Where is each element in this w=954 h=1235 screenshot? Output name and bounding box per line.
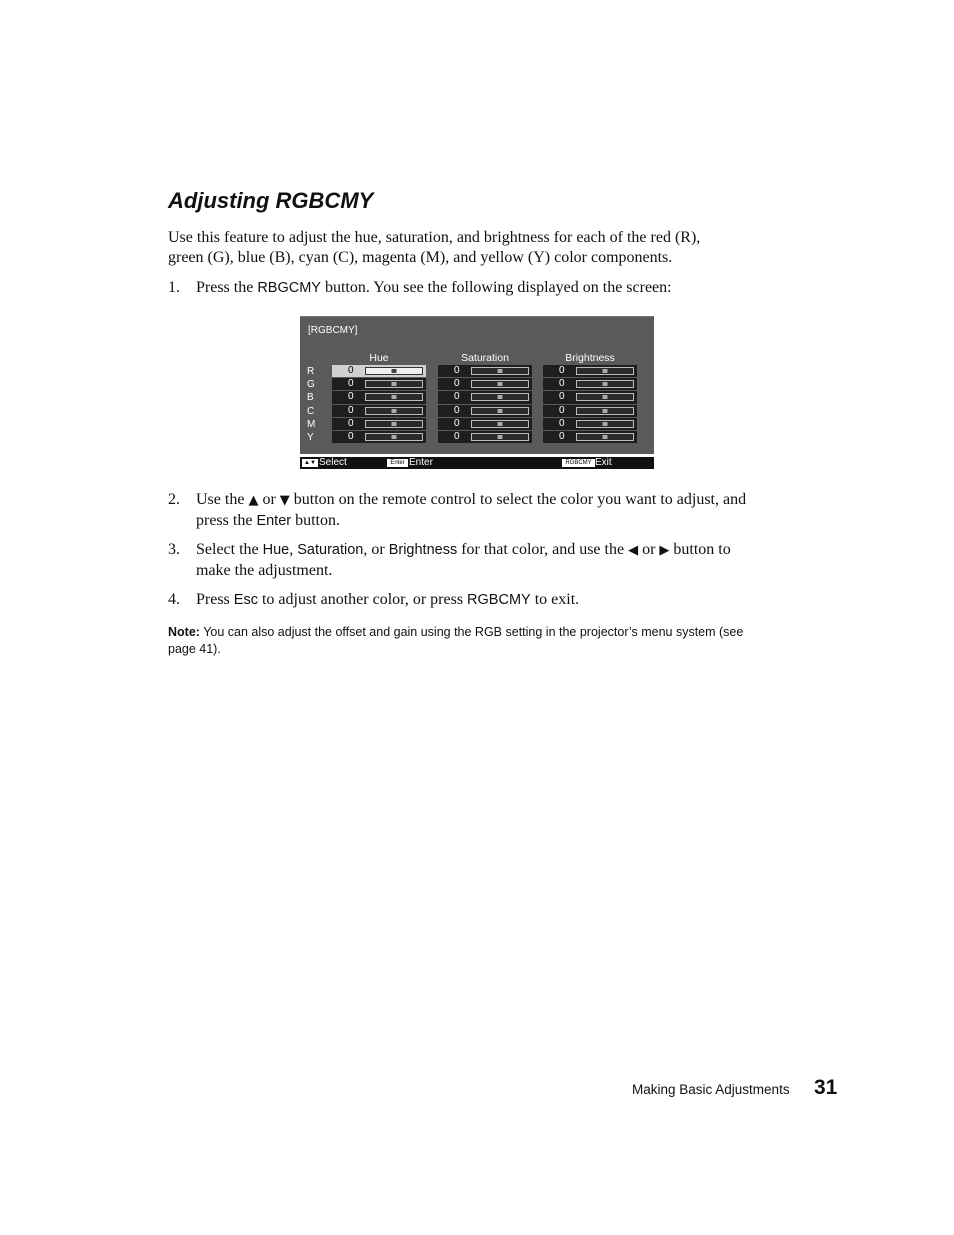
row-label-g: G (307, 379, 315, 391)
slider-track[interactable] (471, 433, 529, 441)
value-readout: 0 (454, 378, 460, 390)
value-readout: 0 (348, 391, 354, 403)
enter-hint: Enter (409, 457, 433, 468)
step-number: 2. (168, 491, 180, 508)
value-readout: 0 (559, 430, 565, 442)
up-down-key-icon: ▲▼ (302, 459, 318, 467)
saturation-cell-m[interactable] (438, 418, 532, 430)
exit-hint: Exit (595, 457, 612, 468)
slider-knob[interactable] (392, 369, 397, 373)
slider-knob[interactable] (392, 435, 397, 439)
slider-track[interactable] (576, 420, 634, 428)
slider-knob[interactable] (498, 369, 503, 373)
value-readout: 0 (348, 417, 354, 429)
osd-title: [RGBCMY] (308, 325, 358, 336)
value-readout: 0 (454, 404, 460, 416)
row-label-r: R (307, 366, 315, 377)
slider-track[interactable] (576, 407, 634, 415)
slider-knob[interactable] (392, 422, 397, 426)
hue-cell-c[interactable] (332, 405, 426, 417)
enter-key-icon: Enter (387, 459, 408, 467)
row-label-b: B (307, 392, 314, 404)
esc-key-ref: Esc (233, 592, 258, 608)
saturation-cell-y[interactable] (438, 431, 532, 443)
color-row-labels (307, 365, 315, 444)
step-text: Press the RBGCMY button. You see the following displayed on the screen: (196, 279, 672, 296)
row-label-c: C (307, 405, 315, 417)
left-arrow-icon: ◀ (628, 543, 639, 558)
slider-knob[interactable] (603, 409, 608, 413)
slider-track[interactable] (576, 433, 634, 441)
column-header-hue: Hue (369, 352, 389, 364)
slider-knob[interactable] (392, 395, 397, 399)
section-heading: Adjusting RGBCMY (168, 188, 374, 213)
brightness-cell-m[interactable] (543, 418, 637, 430)
step-text: Press Esc to adjust another color, or press RGBCMY to exit. (196, 591, 580, 608)
slider-knob[interactable] (392, 409, 397, 413)
brightness-cell-b[interactable] (543, 391, 637, 403)
slider-knob[interactable] (392, 382, 397, 386)
slider-track[interactable] (365, 380, 423, 388)
slider-knob[interactable] (603, 422, 608, 426)
rbgcmy-key-ref: RBGCMY (257, 280, 321, 296)
value-readout: 0 (559, 404, 565, 416)
intro-paragraph (168, 228, 768, 268)
enter-key-ref: Enter (256, 513, 292, 529)
saturation-column (438, 365, 532, 444)
column-header-saturation: Saturation (461, 352, 509, 364)
note-text: You can also adjust the offset and gain using the RGB setting in the projector’s menu system (see page 41). (168, 625, 744, 656)
slider-track[interactable] (365, 393, 423, 401)
note-label: Note: (168, 625, 200, 639)
step-text: Use the ▲ or ▼ button on the remote control to select the color you want to adjust, and press the Enter button. (196, 491, 747, 529)
slider-track[interactable] (471, 367, 529, 375)
saturation-cell-c[interactable] (438, 405, 532, 417)
brightness-ref: Brightness (388, 542, 458, 558)
down-arrow-icon: ▼ (279, 493, 290, 508)
slider-track[interactable] (576, 393, 634, 401)
value-readout: 0 (454, 417, 460, 429)
value-readout: 0 (559, 417, 565, 429)
osd-footer-bar (300, 457, 654, 469)
rgbcmy-key-icon: RGBCMY (562, 459, 595, 467)
slider-track[interactable] (471, 380, 529, 388)
hue-cell-r[interactable] (332, 365, 426, 377)
rgbcmy-key-ref: RGBCMY (467, 592, 531, 608)
row-label-y: Y (307, 431, 314, 443)
value-readout: 0 (348, 378, 354, 390)
slider-track[interactable] (365, 367, 423, 375)
slider-knob[interactable] (498, 435, 503, 439)
saturation-cell-r[interactable] (438, 365, 532, 377)
brightness-cell-r[interactable] (543, 365, 637, 377)
rgbcmy-osd-screen (300, 316, 654, 454)
hue-cell-b[interactable] (332, 391, 426, 403)
brightness-column (543, 365, 637, 444)
value-readout: 0 (454, 365, 460, 376)
slider-track[interactable] (471, 420, 529, 428)
row-label-m: M (307, 418, 316, 430)
up-arrow-icon: ▲ (248, 493, 259, 508)
hue-cell-y[interactable] (332, 431, 426, 443)
slider-knob[interactable] (603, 382, 608, 386)
brightness-cell-y[interactable] (543, 431, 637, 443)
slider-knob[interactable] (498, 409, 503, 413)
note-paragraph (168, 624, 768, 658)
slider-track[interactable] (365, 433, 423, 441)
step-number: 4. (168, 591, 180, 608)
slider-knob[interactable] (498, 382, 503, 386)
slider-knob[interactable] (603, 435, 608, 439)
hue-cell-g[interactable] (332, 378, 426, 390)
intro-line-1: Use this feature to adjust the hue, saturation, and brightness for each of the red (R), (168, 229, 701, 246)
step-text: Select the Hue, Saturation, or Brightness for that color, and use the ◀ or ▶ button to make the adjustment. (196, 541, 731, 579)
slider-track[interactable] (471, 407, 529, 415)
value-readout: 0 (348, 430, 354, 442)
slider-knob[interactable] (603, 369, 608, 373)
footer-section-title: Making Basic Adjustments (632, 1082, 790, 1097)
slider-knob[interactable] (603, 395, 608, 399)
hue-cell-m[interactable] (332, 418, 426, 430)
select-hint: Select (319, 457, 347, 468)
saturation-ref: Saturation (297, 542, 364, 558)
right-arrow-icon: ▶ (659, 543, 670, 558)
value-readout: 0 (559, 391, 565, 403)
value-readout: 0 (559, 378, 565, 390)
slider-track[interactable] (471, 393, 529, 401)
hue-column (332, 365, 426, 444)
slider-track[interactable] (576, 380, 634, 388)
hue-ref: Hue (262, 542, 290, 558)
intro-line-2: green (G), blue (B), cyan (C), magenta (M), and yellow (Y) color components. (168, 249, 673, 266)
value-readout: 0 (348, 404, 354, 416)
slider-track[interactable] (576, 367, 634, 375)
value-readout: 0 (348, 365, 354, 376)
value-readout: 0 (454, 391, 460, 403)
page-number: 31 (814, 1076, 838, 1099)
slider-track[interactable] (365, 407, 423, 415)
brightness-cell-c[interactable] (543, 405, 637, 417)
saturation-cell-b[interactable] (438, 391, 532, 403)
value-readout: 0 (454, 430, 460, 442)
slider-knob[interactable] (498, 395, 503, 399)
column-header-brightness: Brightness (565, 352, 615, 364)
slider-knob[interactable] (498, 422, 503, 426)
step-number: 3. (168, 541, 180, 558)
value-readout: 0 (559, 365, 565, 376)
step-number: 1. (168, 279, 180, 296)
brightness-cell-g[interactable] (543, 378, 637, 390)
saturation-cell-g[interactable] (438, 378, 532, 390)
slider-track[interactable] (365, 420, 423, 428)
